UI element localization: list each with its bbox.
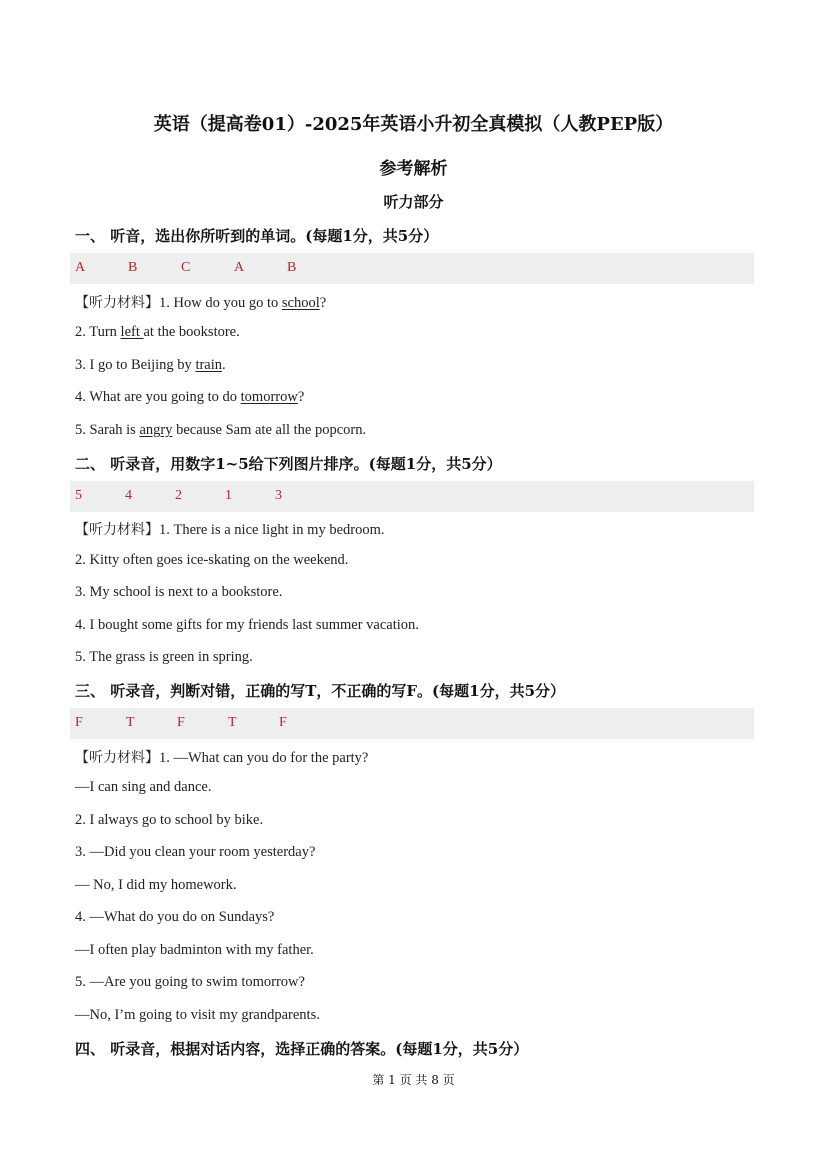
line-text: at the bookstore. xyxy=(143,324,240,340)
line-text: 2. Turn xyxy=(75,324,121,340)
material-line: 4. —What do you do on Sundays? xyxy=(75,909,275,925)
keyword: tomorrow xyxy=(240,389,298,405)
answer-1: A xyxy=(75,260,86,275)
material-line: 2. I always go to school by bike. xyxy=(75,812,264,828)
answer-2: T xyxy=(126,715,135,730)
material-tag: 【听力材料】 xyxy=(75,295,159,311)
material-line xyxy=(75,292,765,312)
answer-1: F xyxy=(75,715,83,730)
page-footer: 第 1 页 共 8 页 xyxy=(372,1073,455,1087)
material-tag: 【听力材料】 xyxy=(75,522,159,538)
material-line: 5. —Are you going to swim tomorrow? xyxy=(75,974,305,990)
line-text: 1. There is a nice light in my bedroom. xyxy=(159,522,385,538)
material-line: — No, I did my homework. xyxy=(75,877,237,893)
line-text: 1. —What can you do for the party? xyxy=(159,750,369,766)
material-line xyxy=(75,389,765,406)
section-2-heading: 二、 听录音，用数字1~5给下列图片排序。(每题1分，共5分） xyxy=(75,455,502,473)
line-text: ? xyxy=(319,295,327,311)
keyword: school xyxy=(281,295,320,311)
answer-2: 4 xyxy=(125,488,132,503)
answer-3: 2 xyxy=(175,488,182,503)
answer-3: F xyxy=(177,715,185,730)
material-line xyxy=(75,357,765,374)
answer-5: F xyxy=(279,715,287,730)
section-4-heading: 四、 听录音，根据对话内容，选择正确的答案。(每题1分，共5分） xyxy=(75,1040,529,1058)
document-title: 英语（提高卷01）-2025年英语小升初全真模拟（人教PEP版） xyxy=(153,114,674,135)
material-line xyxy=(75,324,765,341)
material-line: 5. The grass is green in spring. xyxy=(75,649,253,665)
answer-2: B xyxy=(128,260,138,275)
answer-1: 5 xyxy=(75,488,82,503)
line-text: because Sam ate all the popcorn. xyxy=(172,422,367,438)
section-3-heading: 三、 听录音，判断对错，正确的写T，不正确的写F。(每题1分，共5分） xyxy=(75,682,566,700)
material-line: 3. My school is next to a bookstore. xyxy=(75,584,283,600)
keyword: angry xyxy=(139,422,173,438)
document-subtitle: 参考解析 xyxy=(379,159,448,179)
keyword: left xyxy=(120,324,144,340)
section-1-answers xyxy=(70,253,754,284)
material-line: 3. —Did you clean your room yesterday? xyxy=(75,844,316,860)
line-text: 1. How do you go to xyxy=(159,295,282,311)
material-line: 4. I bought some gifts for my friends last summer vacation. xyxy=(75,617,419,633)
section-2-answers xyxy=(70,481,754,512)
answer-4: 1 xyxy=(225,488,232,503)
section-3-answers xyxy=(70,708,754,739)
line-text: 3. I go to Beijing by xyxy=(75,357,196,373)
material-line: —I often play badminton with my father. xyxy=(75,942,314,958)
answer-3: C xyxy=(181,260,191,275)
answer-4: T xyxy=(228,715,237,730)
material-tag: 【听力材料】 xyxy=(75,750,159,766)
section-1-heading: 一、 听音，选出你所听到的单词。(每题1分，共5分） xyxy=(75,227,439,245)
line-text: 5. Sarah is xyxy=(75,422,140,438)
answer-5: B xyxy=(287,260,297,275)
material-line: 2. Kitty often goes ice-skating on the weekend. xyxy=(75,552,349,568)
material-line xyxy=(75,422,765,439)
line-text: 4. What are you going to do xyxy=(75,389,241,405)
line-text: . xyxy=(222,357,226,373)
line-text: ? xyxy=(297,389,305,405)
material-line xyxy=(75,519,765,539)
answer-5: 3 xyxy=(275,488,282,503)
part-title: 听力部分 xyxy=(383,193,444,211)
material-line: —I can sing and dance. xyxy=(75,779,212,795)
material-line: —No, I’m going to visit my grandparents. xyxy=(75,1007,320,1023)
keyword: train xyxy=(195,357,223,373)
answer-4: A xyxy=(234,260,245,275)
material-line xyxy=(75,747,765,767)
